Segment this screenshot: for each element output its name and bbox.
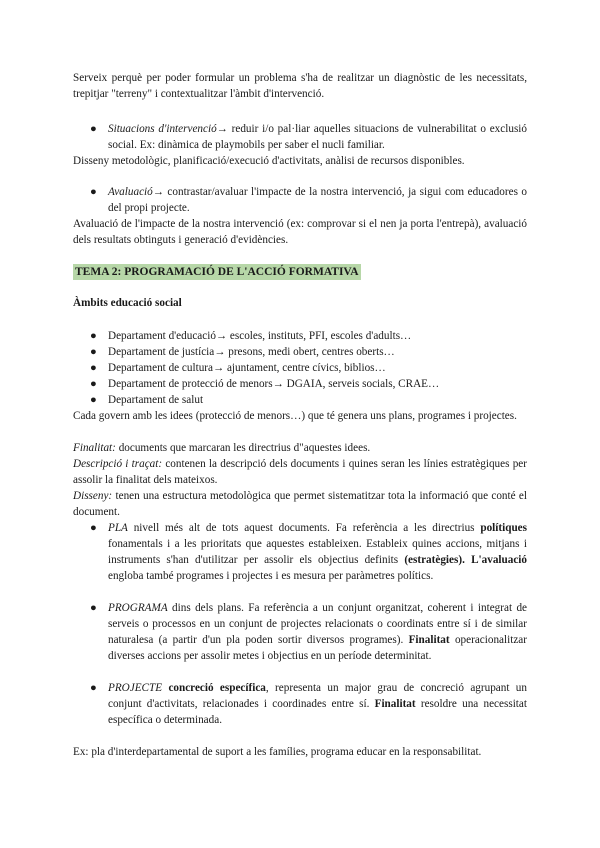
subheading-ambits: Àmbits educació social [73,297,182,309]
bullet-icon: ● [90,123,97,135]
finalitat-line: Finalitat: documents que marcaran les directrius d"aquestes idees. [73,442,371,454]
bullet-programa: ● PROGRAMA dins dels plans. Fa referència a un conjunt organitzat, coherent i integrat de serveis o processos en un conjunt de projectes relacionats o coordinats entre sí i de similar naturalesa (a partir d'un pla poden sortir diversos programes). Finalitat operacionalitzar diverses accions per assolir metes i objectius en un període determinitat. [90,602,527,662]
section-heading-tema2: TEMA 2: PROGRAMACIÓ DE L'ACCIÓ FORMATIVA [75,266,359,278]
bullet-icon: ● [90,394,97,406]
intro-paragraph: Serveix perquè per poder formular un problema s'ha de realitzar un diagnòstic de les necessitats, trepitjar "terreny" i contextualitzar l'àmbit d'intervenció. [73,72,527,100]
bullet-icon: ● [90,682,97,694]
bullet-avaluacio: ● Avaluació→ contrastar/avaluar l'impacte de la nostra intervenció, ja sigui com educadores o del propi projecte. [90,186,527,214]
bullet-icon: ● [90,378,97,390]
disseny-metodologic-line: Disseny metodològic, planificació/execució d'activitats, anàlisi de recursos disponibles. [73,155,465,167]
bullet-projecte: ● PROJECTE concreció específica, representa un major grau de concreció agrupant un conjunt d'activitats, relacionades i coordinades entre sí. Finalitat resoldre una necessitat específica o determinada. [90,682,527,726]
finalitat-label: Finalitat: [73,442,116,454]
bullet-situacions: ● Situacions d'intervenció→ reduir i/o pal·liar aquelles situacions de vulnerabilitat o exclusió social. Ex: dinàmica de playmobils per saber el nucli familiar. [90,123,527,151]
list-item: ● Departament de protecció de menors→ DGAIA, serveis socials, CRAE… [90,378,440,390]
avaluacio-paragraph: Avaluació de l'impacte de la nostra intervenció (ex: comprovar si el nen ja porta l'entrepà), avaluació dels resultats obtinguts i generació d'evidències. [73,218,527,246]
disseny-label: Disseny: [73,490,113,502]
list-item: ● Departament de justícia→ presons, medi obert, centres oberts… [90,346,395,358]
example-line: Ex: pla d'interdepartamental de suport a les famílies, programa educar en la responsabilitat. [73,746,482,758]
bullet-icon: ● [90,602,97,614]
list-item: ● Departament d'educació→ escoles, instituts, PFI, escoles d'adults… [90,330,412,342]
bullet-pla: ● PLA nivell més alt de tots aquest documents. Fa referència a les directrius polítiques fonamentals i a les prioritats que aquestes estableixen. Estableix quines accions, mitjans i instruments s'han d'utilitzar per assolir els objectius definits (estratègies). L'avaluació engloba també programes i projectes i es mesura per paràmetres polítics. [90,522,528,582]
descripcio-paragraph: Descripció i traçat: contenen la descripció dels documents i quines seran les línies estratègiques per assolir la finalitat dels mateixos. [73,458,527,486]
bullet-icon: ● [90,330,97,342]
term-avaluacio: Avaluació→ [108,186,164,198]
term-pla: PLA [108,522,128,534]
govern-paragraph: Cada govern amb les idees (protecció de menors…) que té genera uns plans, programes i projectes. [73,410,517,422]
list-item: ● Departament de cultura→ ajuntament, centre cívics, biblios… [90,362,386,374]
bullet-icon: ● [90,346,97,358]
list-item: ● Departament de salut [90,394,204,406]
term-programa: PROGRAMA [108,602,168,614]
term-situacions: Situacions d'intervenció→ [108,123,228,135]
bullet-icon: ● [90,362,97,374]
term-projecte: PROJECTE [108,682,163,694]
disseny-paragraph: Disseny: tenen una estructura metodològica que permet sistematitzar tota la informació que conté el document. [73,490,527,518]
bullet-icon: ● [90,522,97,534]
bullet-icon: ● [90,186,97,198]
descripcio-label: Descripció i traçat: [73,458,163,470]
